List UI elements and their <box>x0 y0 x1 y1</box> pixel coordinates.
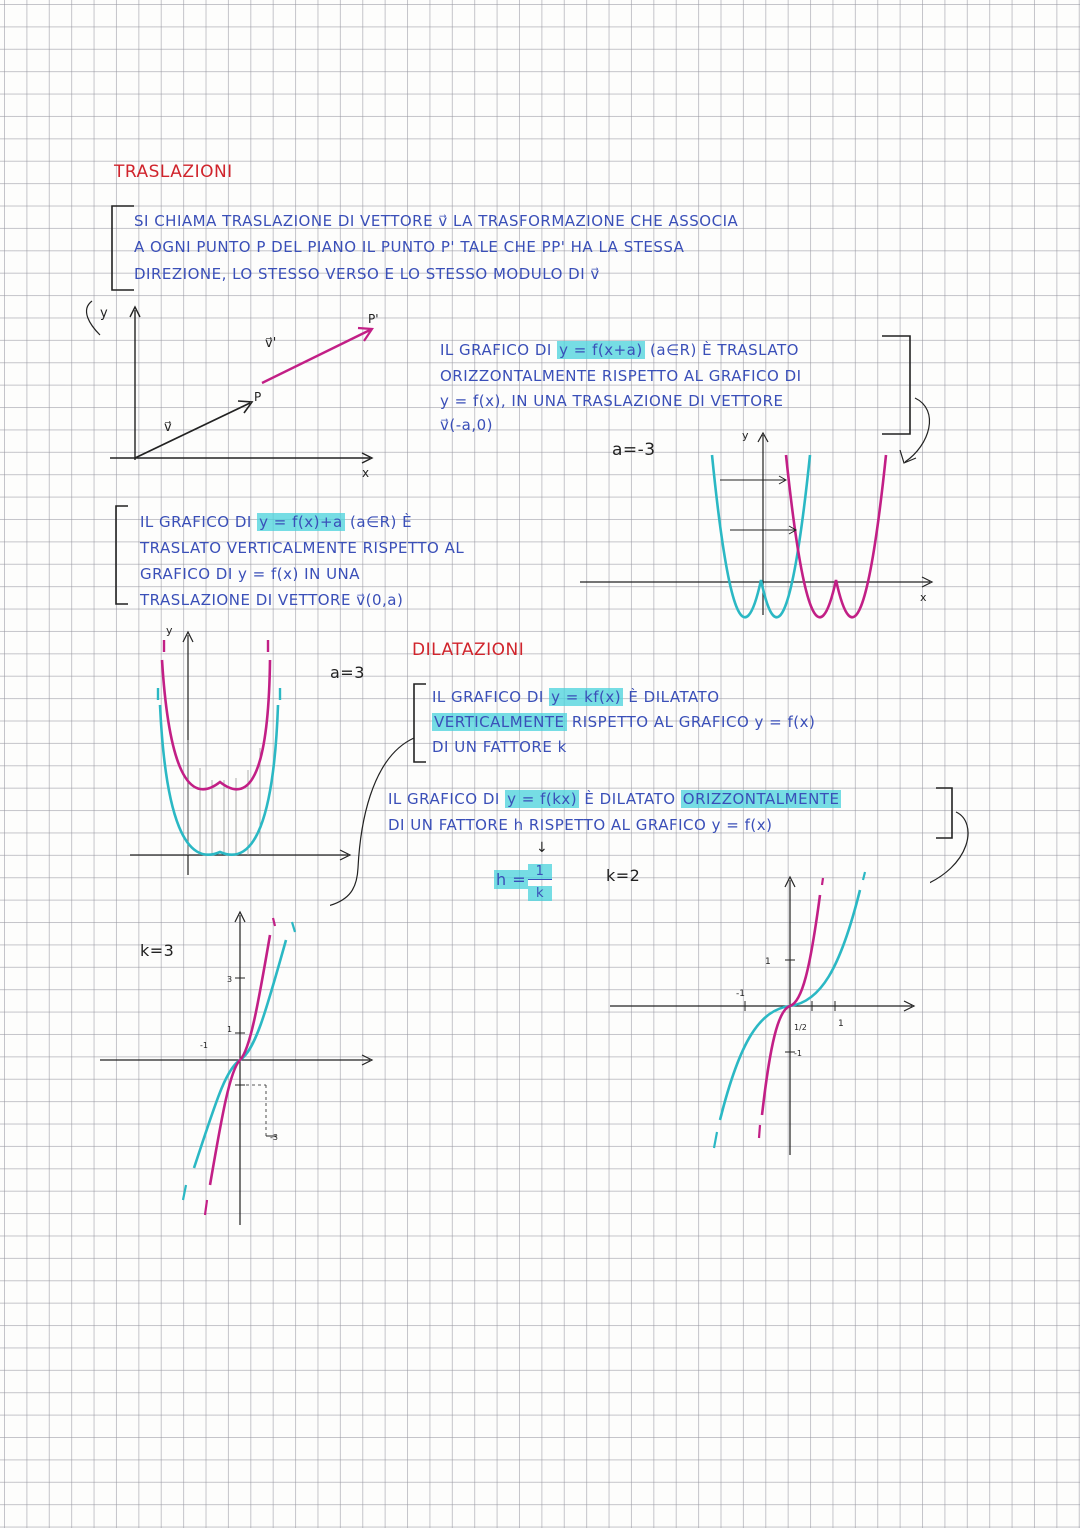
title-dilatazioni: DILATAZIONI <box>412 640 525 660</box>
horiz-rule-pre: IL GRAFICO DI <box>440 341 552 359</box>
vector-v <box>135 403 250 458</box>
h-formula <box>494 870 528 889</box>
definition-line-2: A OGNI PUNTO P DEL PIANO IL PUNTO P' TALE CHE PP' HA LA STESSA <box>134 238 685 256</box>
vert-a-value: a=3 <box>330 663 365 682</box>
dil-horiz-pre: IL GRAFICO DI <box>388 790 500 808</box>
point-p-prime-label: P' <box>368 312 379 326</box>
cubic-dilated-k2 <box>762 895 820 1115</box>
axis-x-label: x <box>362 466 370 480</box>
dil-vert-highlight: VERTICALMENTE <box>434 713 565 731</box>
vertical-dilation-graph <box>90 900 390 1230</box>
dil-horiz-line-1 <box>388 790 841 808</box>
dil-vert-line-3: DI UN FATTORE k <box>432 738 567 756</box>
dil-horiz-formula: y = f(kx) <box>507 790 578 808</box>
k3-tick-1: 1 <box>227 1025 233 1034</box>
k2-tick-1x: 1 <box>838 1019 844 1029</box>
vector-translation-diagram <box>80 295 400 480</box>
vert-rule-post: (a∈R) È <box>350 513 413 531</box>
vert-rule-bracket <box>108 500 138 612</box>
dil-horiz-post: È DILATATO <box>584 790 676 808</box>
vertical-translation-graph <box>120 620 360 880</box>
curved-arrow <box>87 301 100 335</box>
k3-label: k=3 <box>140 941 175 960</box>
vert-rule-formula: y = f(x)+a <box>259 513 343 531</box>
dil-vert-pre: IL GRAFICO DI <box>432 688 544 706</box>
k2-tick-neg1x: -1 <box>736 989 745 999</box>
k3-tick-neg1: -1 <box>200 1041 208 1050</box>
point-p-label: P <box>254 390 262 404</box>
horiz-a-value: a=-3 <box>612 440 656 460</box>
dil-vert-formula: y = kf(x) <box>551 688 622 706</box>
k2-tick-1y: 1 <box>765 957 771 967</box>
dil-vert-line-2 <box>432 713 815 731</box>
title-traslazioni: TRASLAZIONI <box>114 162 233 182</box>
vert-rule-line-2: TRASLATO VERTICALMENTE RISPETTO AL <box>140 539 465 557</box>
definition-line-3: DIREZIONE, LO STESSO VERSO E LO STESSO MODULO DI v⃗ <box>134 265 600 283</box>
vert-rule-line-4: TRASLAZIONE DI VETTORE v⃗(0,a) <box>140 591 404 609</box>
dil-horiz-line-2: DI UN FATTORE h RISPETTO AL GRAFICO y = f(x) <box>388 816 773 834</box>
axis-y-label: y <box>100 306 108 321</box>
h-graph-y-label: y <box>742 429 749 442</box>
dil-horiz-highlight: ORIZZONTALMENTE <box>682 790 840 808</box>
horiz-rule-formula: y = f(x+a) <box>559 341 643 359</box>
definition-line-1: SI CHIAMA TRASLAZIONE DI VETTORE v⃗ LA TRASFORMAZIONE CHE ASSOCIA <box>134 212 739 230</box>
vector-v-prime-label: v⃗' <box>265 336 277 351</box>
horiz-rule-post: (a∈R) È TRASLATO <box>650 341 799 359</box>
dil-horiz-bracket <box>930 782 1010 912</box>
vert-rule-pre: IL GRAFICO DI <box>140 513 252 531</box>
k3-tick-neg3: -3 <box>270 1133 278 1142</box>
h-formula-lhs: h = <box>496 870 527 889</box>
horizontal-translation-graph <box>560 425 940 625</box>
k2-tick-half: 1/2 <box>794 1023 807 1032</box>
h-formula-num: 1 <box>528 864 552 880</box>
k3-tick-3: 3 <box>227 975 233 984</box>
h-formula-den: k <box>528 886 552 901</box>
horiz-rule-line-4: v⃗(-a,0) <box>440 416 493 434</box>
dil-vert-post: È DILATATO <box>628 688 720 706</box>
dil-vert-line-1 <box>432 688 720 706</box>
down-arrow-glyph: ↓ <box>536 840 549 856</box>
horiz-rule-line-2: ORIZZONTALMENTE RISPETTO AL GRAFICO DI <box>440 367 802 385</box>
vector-v-prime <box>262 330 370 383</box>
dil-vert-line2-post: RISPETTO AL GRAFICO y = f(x) <box>571 713 816 731</box>
horiz-rule-line-3: y = f(x), IN UNA TRASLAZIONE DI VETTORE <box>440 392 784 410</box>
vert-rule-line-1 <box>140 513 412 531</box>
vector-v-label: v⃗ <box>164 420 172 435</box>
v-graph-y-label: y <box>166 624 173 637</box>
parabola-shifted-up <box>162 660 270 789</box>
vert-rule-line-3: GRAFICO DI y = f(x) IN UNA <box>140 565 361 583</box>
h-graph-x-label: x <box>920 591 927 604</box>
horizontal-dilation-graph <box>590 870 920 1160</box>
k2-tick-neg1y: -1 <box>794 1049 802 1058</box>
horiz-rule-line-1 <box>440 341 799 359</box>
k2-label: k=2 <box>606 866 641 885</box>
